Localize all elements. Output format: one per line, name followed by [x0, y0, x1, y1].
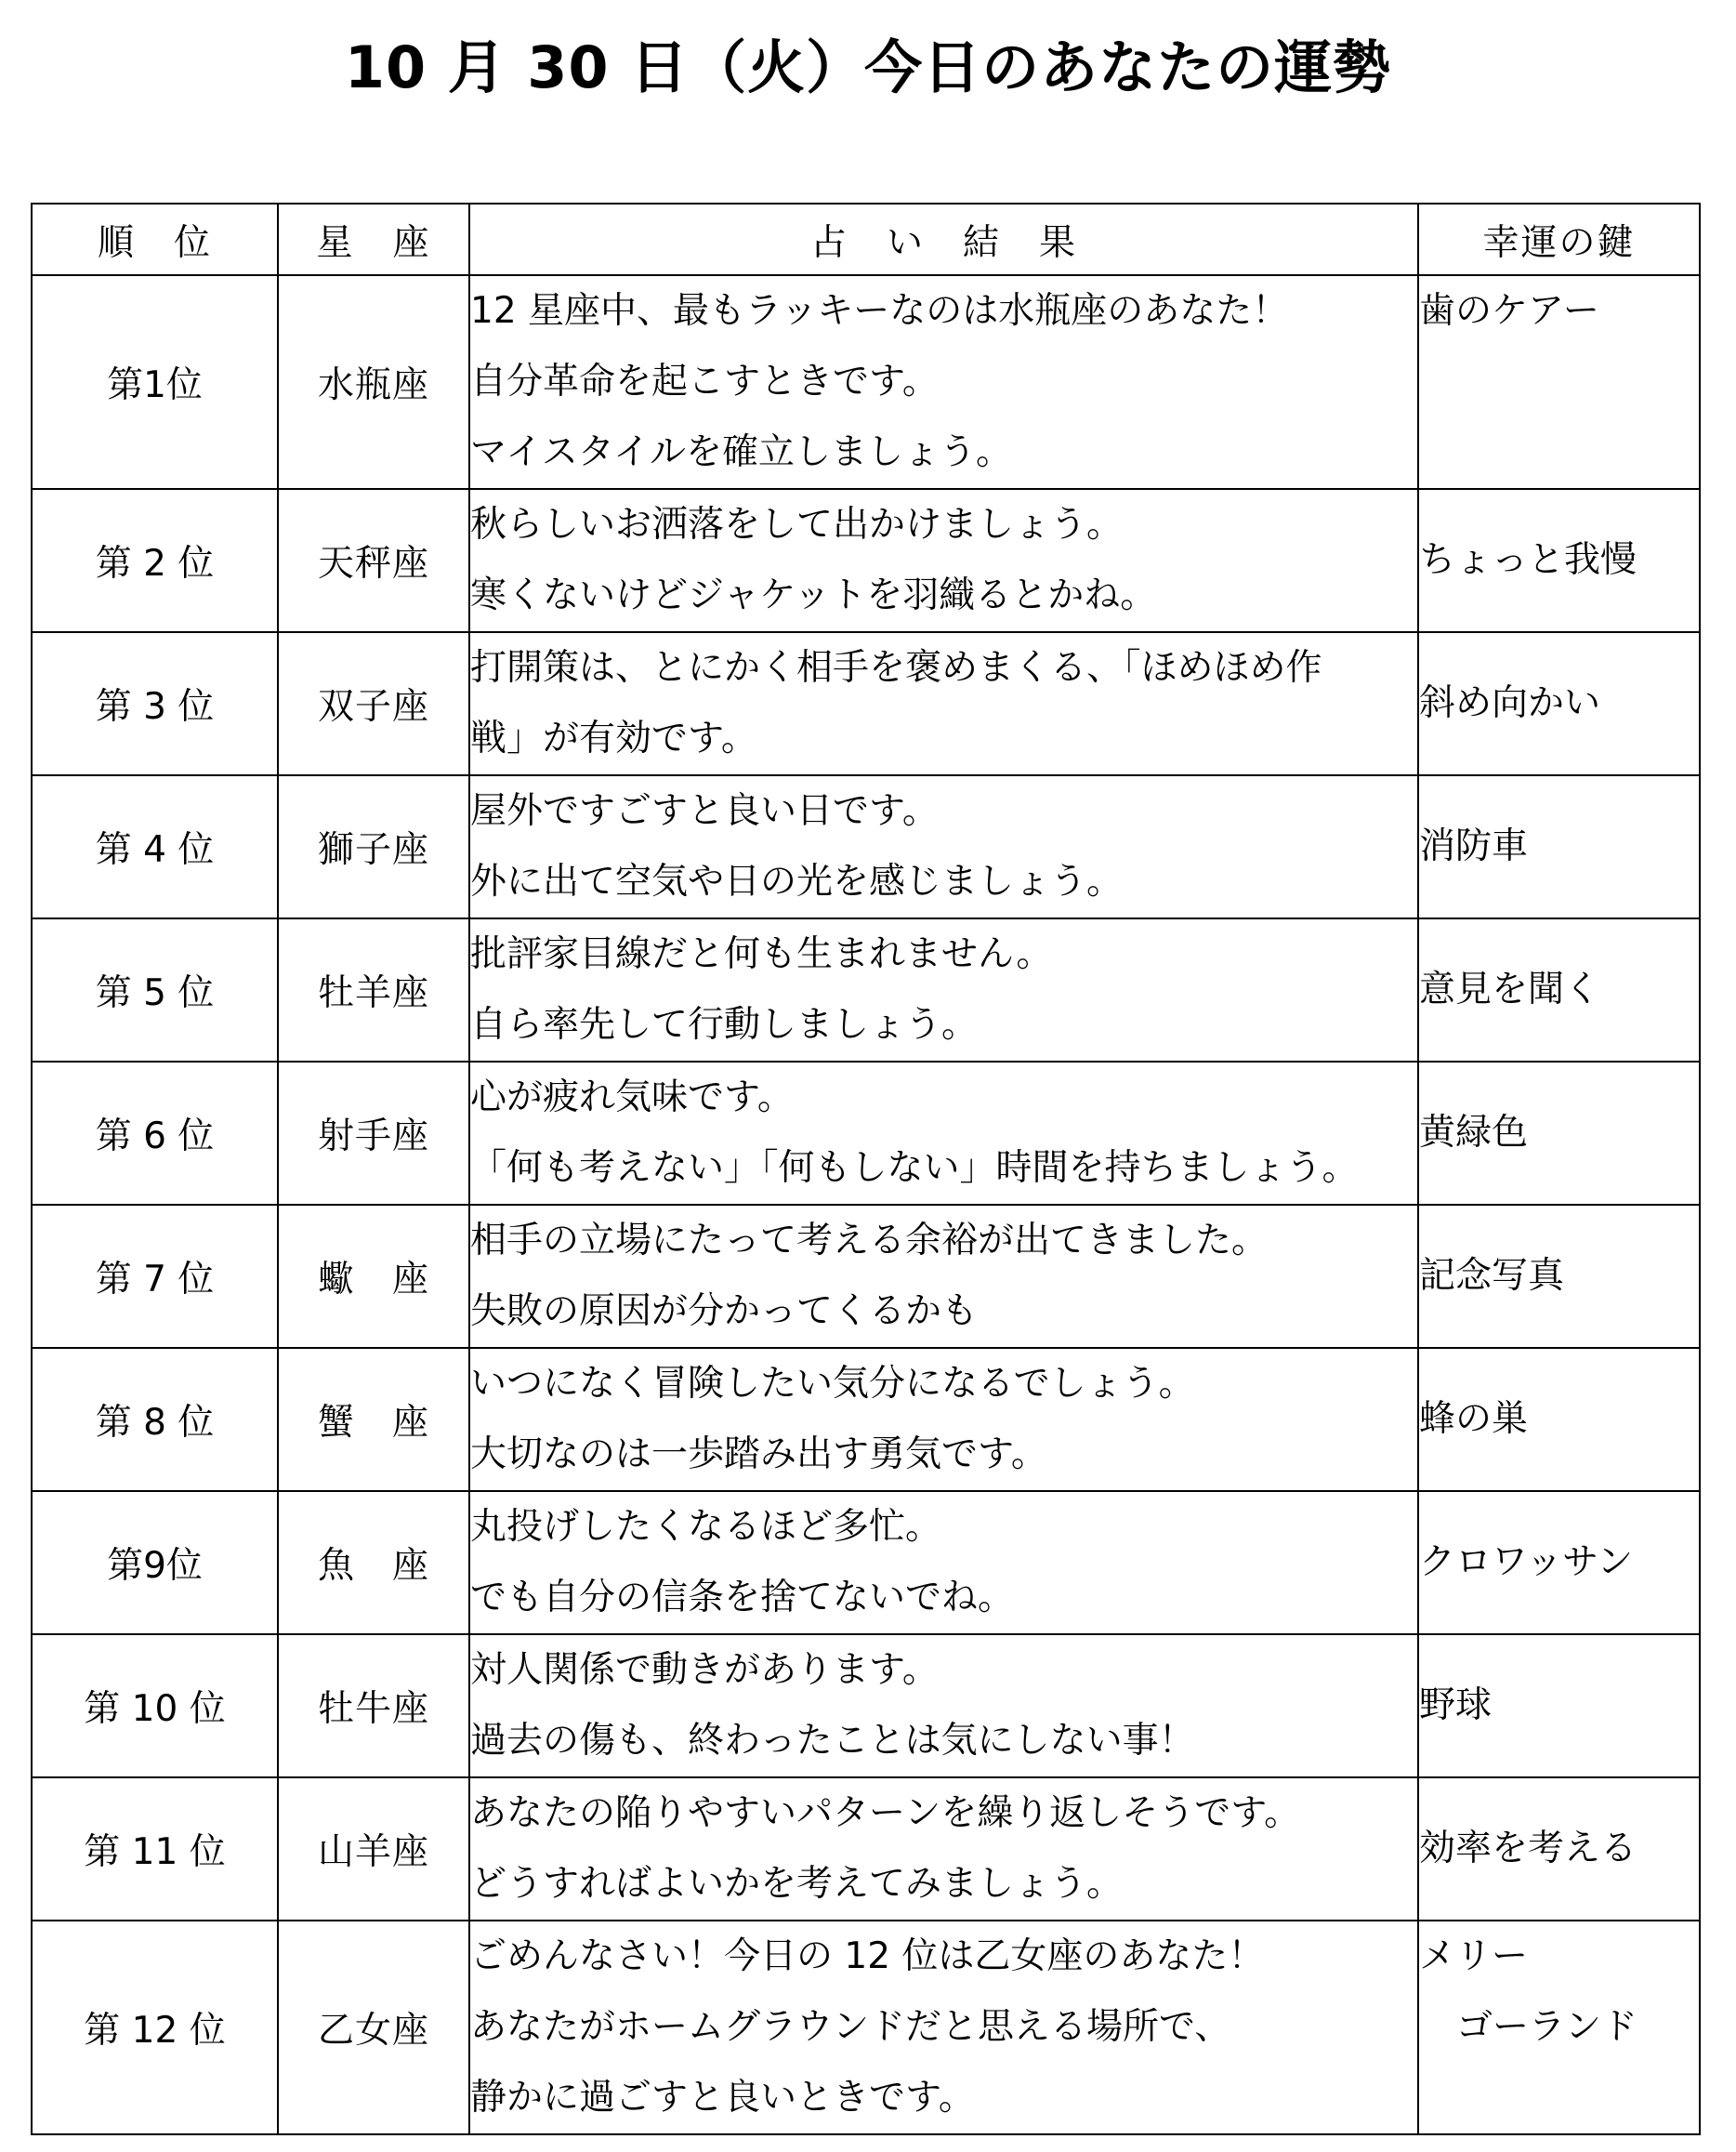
table-header-row [32, 204, 1700, 275]
lucky-key-cell [1418, 1634, 1700, 1777]
table-row [32, 1777, 1700, 1921]
result-line: 失敗の原因が分かってくるかも [470, 1290, 979, 1332]
lucky-key-line: メリー [1419, 1935, 1529, 1977]
page-title: 10 月 30 日（火）今日のあなたの運勢 [344, 33, 1392, 101]
lucky-key-line: 記念写真 [1419, 1255, 1565, 1297]
result-cell [469, 1491, 1418, 1634]
lucky-key-line: 効率を考える [1419, 1828, 1637, 1869]
table-row [32, 1921, 1700, 2134]
sign-cell: 射手座 [278, 1062, 469, 1205]
rank-cell: 第1位 [32, 275, 278, 489]
rank-cell: 第 5 位 [32, 918, 278, 1062]
sign-cell: 蟹 座 [278, 1348, 469, 1491]
result-line: 自ら率先して行動しましょう。 [470, 1004, 979, 1046]
result-line: マイスタイルを確立しましょう。 [470, 431, 1013, 473]
result-line: ごめんなさい！今日の 12 位は乙女座のあなた！ [470, 1935, 1265, 1977]
lucky-key-line: 黄緑色 [1419, 1112, 1529, 1154]
sign-cell: 牡羊座 [278, 918, 469, 1062]
result-line: 戦」が有効です。 [470, 718, 757, 759]
table-row [32, 918, 1700, 1062]
lucky-key-cell [1418, 1921, 1700, 2134]
rank-cell: 第9位 [32, 1491, 278, 1634]
lucky-key-line: 意見を聞く [1419, 969, 1601, 1010]
table-row [32, 1634, 1700, 1777]
rank-cell: 第 4 位 [32, 775, 278, 918]
lucky-key-line: 歯のケアー [1419, 290, 1599, 332]
result-line: いつになく冒険したい気分になるでしょう。 [470, 1363, 1195, 1405]
lucky-key-cell [1418, 275, 1700, 489]
table-row [32, 275, 1700, 489]
table-row [32, 1348, 1700, 1491]
lucky-key-line: 野球 [1419, 1684, 1493, 1726]
sign-cell: 牡牛座 [278, 1634, 469, 1777]
result-line: 寒くないけどジャケットを羽織るとかね。 [470, 574, 1157, 616]
lucky-key-cell [1418, 489, 1700, 632]
rank-cell: 第 11 位 [32, 1777, 278, 1921]
sign-cell: 双子座 [278, 632, 469, 775]
rank-cell: 第 2 位 [32, 489, 278, 632]
lucky-key-cell [1418, 775, 1700, 918]
sign-cell: 天秤座 [278, 489, 469, 632]
result-cell [469, 1348, 1418, 1491]
header-rank: 順 位 [32, 204, 278, 275]
sign-cell: 魚 座 [278, 1491, 469, 1634]
table-row [32, 775, 1700, 918]
table-row [32, 1062, 1700, 1205]
lucky-key-cell [1418, 918, 1700, 1062]
lucky-key-line: 消防車 [1419, 825, 1529, 867]
result-cell [469, 1921, 1418, 2134]
sign-cell: 水瓶座 [278, 275, 469, 489]
result-line: 静かに過ごすと良いときです。 [470, 2077, 975, 2119]
sign-cell: 山羊座 [278, 1777, 469, 1921]
lucky-key-line: 蜂の巣 [1419, 1398, 1529, 1440]
result-cell [469, 632, 1418, 775]
result-cell [469, 1777, 1418, 1921]
result-line: どうすればよいかを考えてみましょう。 [470, 1863, 1124, 1905]
header-result: 占 い 結 果 [469, 204, 1418, 275]
result-line: 心が疲れ気味です。 [470, 1076, 794, 1118]
result-line: 丸投げしたくなるほど多忙。 [470, 1506, 942, 1548]
sign-cell: 乙女座 [278, 1921, 469, 2134]
rank-cell: 第 7 位 [32, 1205, 278, 1348]
result-line: 相手の立場にたって考える余裕が出てきました。 [470, 1220, 1269, 1261]
result-cell [469, 918, 1418, 1062]
result-line: 大切なのは一歩踏み出す勇気です。 [470, 1433, 1047, 1475]
header-sign: 星 座 [278, 204, 469, 275]
result-line: 打開策は、とにかく相手を褒めまくる、「ほめほめ作 [470, 647, 1322, 689]
result-line: 自分革命を起こすときです。 [470, 361, 939, 403]
lucky-key-cell [1418, 1777, 1700, 1921]
result-line: 過去の傷も、終わったことは気にしない事！ [470, 1720, 1195, 1762]
result-line: 外に出て空気や日の光を感じましょう。 [470, 861, 1124, 903]
lucky-key-cell [1418, 1062, 1700, 1205]
lucky-key-cell [1418, 632, 1700, 775]
table-row [32, 489, 1700, 632]
rank-cell: 第 10 位 [32, 1634, 278, 1777]
lucky-key-line: ちょっと我慢 [1419, 539, 1637, 581]
result-line: 対人関係で動きがあります。 [470, 1649, 939, 1691]
result-cell [469, 1062, 1418, 1205]
sign-cell: 蠍 座 [278, 1205, 469, 1348]
rank-cell: 第 8 位 [32, 1348, 278, 1491]
result-cell [469, 775, 1418, 918]
fortune-table [31, 203, 1701, 2135]
rank-cell: 第 12 位 [32, 1921, 278, 2134]
lucky-key-line: 斜め向かい [1419, 682, 1601, 724]
result-line: 批評家目線だと何も生まれません。 [470, 933, 1053, 975]
result-cell [469, 1205, 1418, 1348]
result-cell [469, 1634, 1418, 1777]
rank-cell: 第 3 位 [32, 632, 278, 775]
result-line: 屋外ですごすと良い日です。 [470, 790, 939, 832]
result-line: 「何も考えない」「何もしない」時間を持ちましょう。 [470, 1147, 1359, 1189]
result-line: あなたの陥りやすいパターンを繰り返しそうです。 [470, 1792, 1301, 1834]
table-row [32, 1491, 1700, 1634]
lucky-key-line: クロワッサン [1419, 1541, 1634, 1583]
result-line: でも自分の信条を捨てないでね。 [470, 1577, 1015, 1618]
header-key: 幸運の鍵 [1418, 204, 1700, 275]
result-cell [469, 275, 1418, 489]
lucky-key-cell [1418, 1348, 1700, 1491]
rank-cell: 第 6 位 [32, 1062, 278, 1205]
result-cell [469, 489, 1418, 632]
lucky-key-line: ゴーランド [1456, 2006, 1638, 2048]
sign-cell: 獅子座 [278, 775, 469, 918]
table-row [32, 632, 1700, 775]
lucky-key-cell [1418, 1205, 1700, 1348]
result-line: 秋らしいお洒落をして出かけましょう。 [470, 504, 1124, 546]
lucky-key-cell [1418, 1491, 1700, 1634]
table-row [32, 1205, 1700, 1348]
result-line: あなたがホームグラウンドだと思える場所で、 [470, 2006, 1231, 2048]
result-line: 12 星座中、最もラッキーなのは水瓶座のあなた！ [470, 290, 1289, 332]
